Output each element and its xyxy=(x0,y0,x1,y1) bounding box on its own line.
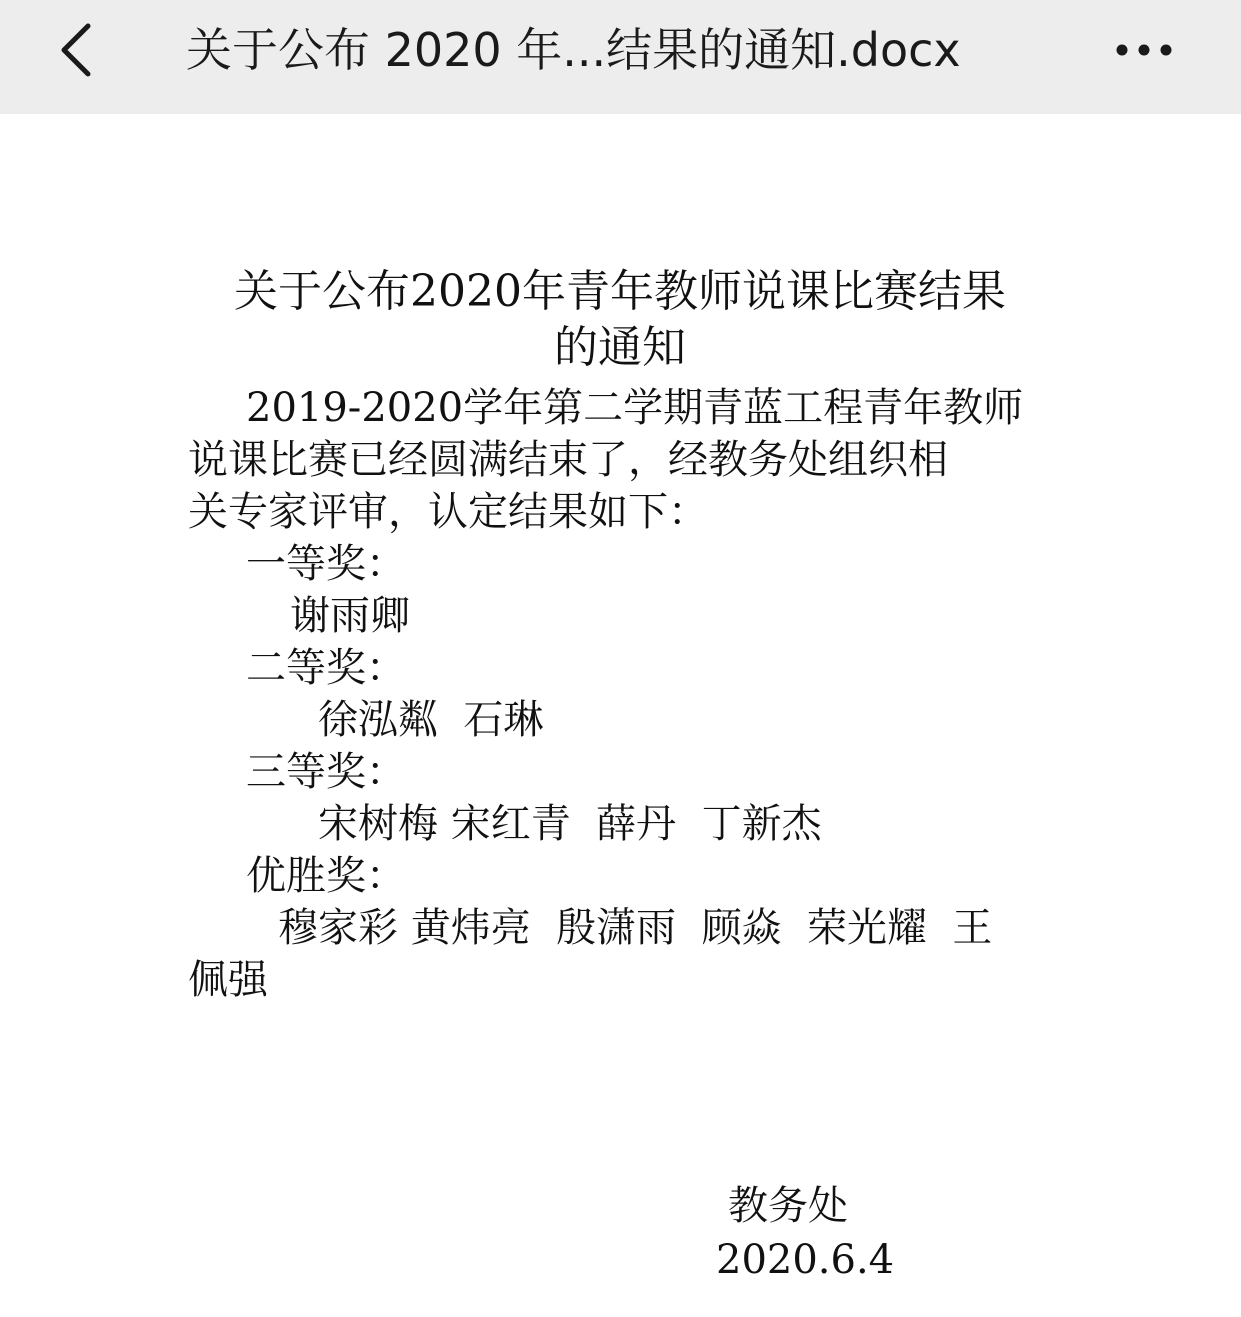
heading-line-1: 关于公布2020年青年教师说课比赛结果 xyxy=(234,266,1006,317)
more-icon xyxy=(1112,30,1176,70)
signature-office: 教务处 xyxy=(728,1183,848,1229)
intro-line-1 xyxy=(188,382,1058,434)
second-prize-label: 二等奖： xyxy=(246,645,406,691)
heading-line-2: 的通知 xyxy=(554,322,686,373)
merit-prize-label: 优胜奖： xyxy=(246,853,406,899)
chevron-left-icon xyxy=(48,18,108,82)
back-button[interactable] xyxy=(48,18,108,82)
intro-line-3: 关专家评审，认定结果如下： xyxy=(188,489,708,535)
intro-line-2: 说课比赛已经圆满结束了，经教务处组织相 xyxy=(188,437,948,483)
second-prize-names: 徐泓粼 石琳 xyxy=(318,697,544,743)
document-title: 关于公布 2020 年...结果的通知.docx xyxy=(186,23,961,77)
first-prize-label: 一等奖： xyxy=(246,541,406,587)
top-bar xyxy=(0,0,1241,114)
merit-prize-names-line-1: 穆家彩 黄炜亮 殷潇雨 顾焱 荣光耀 王 xyxy=(278,905,993,951)
intro-year: 2019-2020 xyxy=(246,385,464,431)
intro-line-1-text: 学年第二学期青蓝工程青年教师 xyxy=(463,385,1024,431)
document-heading xyxy=(180,264,1060,376)
third-prize-label: 三等奖： xyxy=(246,749,406,795)
third-prize-names: 宋树梅 宋红青 薛丹 丁新杰 xyxy=(318,801,822,847)
merit-prize-names-line-2: 佩强 xyxy=(188,957,268,1003)
more-options-button[interactable] xyxy=(1112,30,1176,70)
first-prize-names: 谢雨卿 xyxy=(290,593,410,639)
document-content xyxy=(0,114,1241,1317)
signature-date: 2020.6.4 xyxy=(716,1237,895,1283)
